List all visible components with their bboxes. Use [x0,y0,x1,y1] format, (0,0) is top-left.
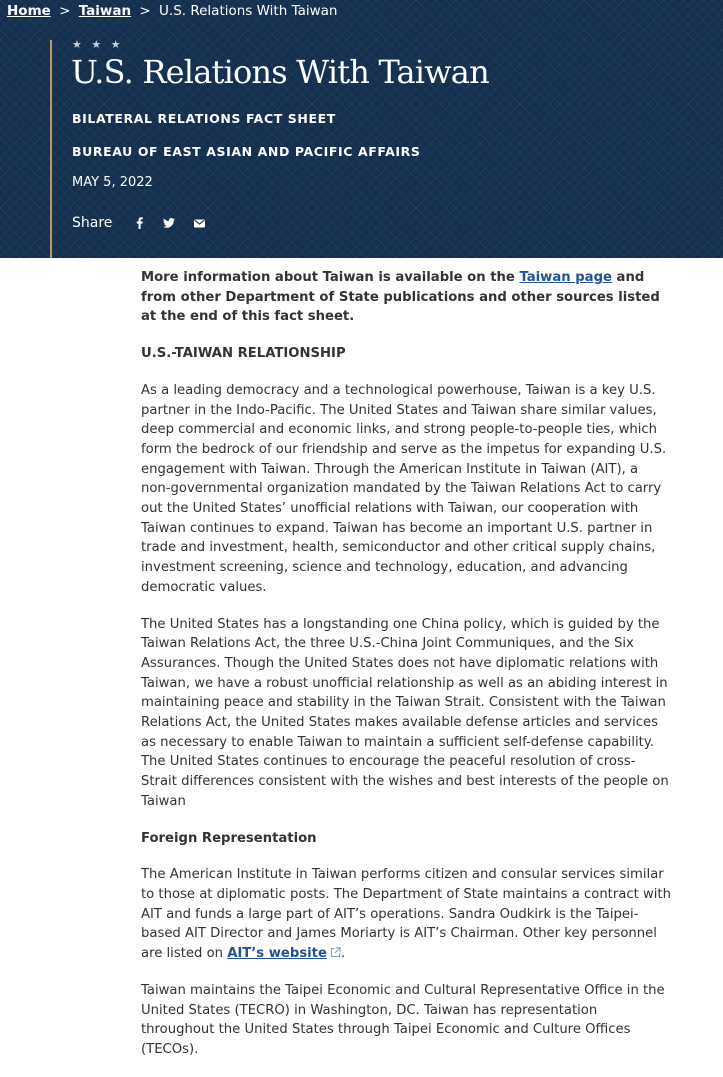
taiwan-page-link[interactable]: Taiwan page [519,270,612,285]
foreign-representation-text: . [340,946,346,962]
share-bar [72,213,206,233]
breadcrumb [7,3,337,19]
external-link-icon [330,947,341,958]
breadcrumb-separator: > [139,3,151,19]
share-label: Share [72,215,113,231]
article-body [141,268,671,1077]
intro-text: More information about Taiwan is available on the [141,270,520,285]
breadcrumb-taiwan-link[interactable]: Taiwan [78,3,132,19]
section-heading: U.S.-TAIWAN RELATIONSHIP [141,346,346,362]
twitter-icon[interactable] [162,218,176,228]
foreign-representation-text: The American Institute in Taiwan performs citizen and consular services similar to those at diplomatic posts. The Department of State maintains a contract with AIT and funds a large part of AIT’s operations. Sandra Oudkirk is the Taipei-based AIT Director and James Moriarty is AIT’s Chairman. Other key personnel are listed on [141,867,671,962]
intro-text: and from other Department of State publications and other sources listed at the end of this fact sheet. [141,270,660,325]
breadcrumb-current: U.S. Relations With Taiwan [159,3,338,19]
foreign-representation-heading: Foreign Representation [141,830,317,846]
fact-sheet-type: BILATERAL RELATIONS FACT SHEET [72,111,336,126]
ait-website-link[interactable] [227,946,341,961]
page-title: U.S. Relations With Taiwan [71,53,489,91]
accent-rule [50,40,52,258]
breadcrumb-home-link[interactable]: Home [7,3,51,19]
intro-paragraph [141,268,671,327]
page-header [0,0,723,258]
facebook-icon[interactable] [132,217,146,229]
stars-ornament: ★ ★ ★ [72,38,124,51]
email-icon[interactable] [192,219,206,228]
one-china-policy-paragraph: The United States has a longstanding one China policy, which is guided by the Taiwan Relations Act, the three U.S.-China Joint Communiques, and the Six Assurances. Though the United States does not have diplomatic relations with Taiwan, we have a robust unofficial relationship as well as an abiding interest in maintaining peace and stability in the Taiwan Strait. Consistent with the Taiwan Relations Act, the United States makes available defense articles and services as necessary to enable Taiwan to maintain a sufficient self-defense capability. The United States continues to encourage the peaceful resolution of cross-Strait differences consistent with the wishes and best interests of the people on Taiwan [141,616,669,809]
breadcrumb-separator: > [59,3,71,19]
foreign-representation-paragraph [141,865,671,964]
publication-date: MAY 5, 2022 [72,175,153,190]
tecro-paragraph: Taiwan maintains the Taipei Economic and Cultural Representative Office in the United States (TECRO) in Washington, DC. Taiwan has representation throughout the United States through Taipei Economic and Culture Offices (TECOs). [141,982,665,1057]
relationship-paragraph: As a leading democracy and a technological powerhouse, Taiwan is a key U.S. partner in the Indo-Pacific. The United States and Taiwan share similar values, deep commercial and economic links, and strong people-to-people ties, which form the bedrock of our friendship and serve as the impetus for expanding U.S. engagement with Taiwan. Through the American Institute in Taiwan (AIT), a non-governmental organization mandated by the Taiwan Relations Act to carry out the United States’ unofficial relations with Taiwan, our cooperation with Taiwan continues to expand. Taiwan has become an important U.S. partner in trade and investment, health, semiconductor and other critical supply chains, investment screening, science and technology, education, and advancing democratic values. [141,382,667,595]
bureau-name: BUREAU OF EAST ASIAN AND PACIFIC AFFAIRS [72,144,421,159]
ait-website-link-label: AIT’s website [227,946,327,962]
